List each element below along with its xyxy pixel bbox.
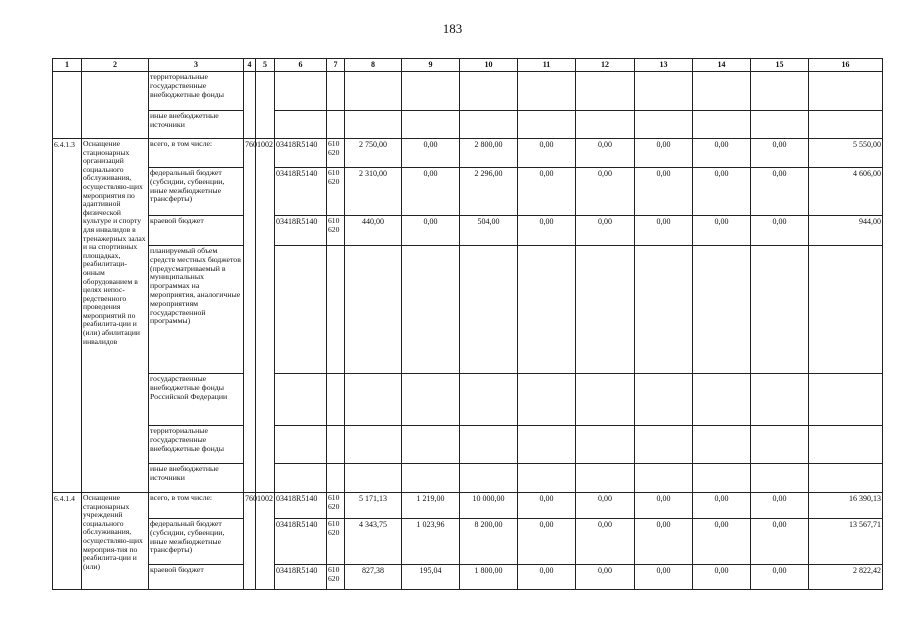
source-cell: иные внебюджетные источники	[149, 111, 244, 139]
value-cell: 0,00	[693, 139, 751, 168]
code-cell: 03418R5140	[275, 216, 327, 246]
value-cell: 8 200,00	[460, 519, 518, 565]
table-row	[53, 464, 883, 493]
header-cell: 13	[635, 59, 693, 72]
code-cell: 610 620	[327, 565, 345, 590]
value-cell: 0,00	[518, 493, 576, 519]
value-cell: 0,00	[635, 493, 693, 519]
value-cell: 2 310,00	[345, 168, 402, 216]
code-cell: 03418R5140	[275, 168, 327, 216]
value-cell: 0,00	[635, 519, 693, 565]
table-row	[53, 426, 883, 464]
budget-table	[52, 58, 883, 590]
value-cell: 16 390,13	[809, 493, 883, 519]
value-cell: 440,00	[345, 216, 402, 246]
code-cell: 03418R5140	[275, 139, 327, 168]
code-cell: 1002	[256, 139, 275, 493]
header-cell: 9	[402, 59, 460, 72]
code-cell: 610 620	[327, 139, 345, 168]
source-cell: всего, в том числе:	[149, 493, 244, 519]
header-cell: 3	[149, 59, 244, 72]
value-cell: 0,00	[576, 168, 635, 216]
value-cell: 1 800,00	[460, 565, 518, 590]
value-cell: 0,00	[693, 216, 751, 246]
value-cell: 0,00	[635, 565, 693, 590]
value-cell: 944,00	[809, 216, 883, 246]
source-cell: всего, в том числе:	[149, 139, 244, 168]
value-cell: 0,00	[576, 565, 635, 590]
header-cell: 10	[460, 59, 518, 72]
value-cell: 0,00	[518, 139, 576, 168]
value-cell: 0,00	[576, 216, 635, 246]
header-cell: 5	[256, 59, 275, 72]
source-cell: государственные внебюджетные фонды Российской Федерации	[149, 374, 244, 426]
value-cell: 827,38	[345, 565, 402, 590]
header-cell: 1	[53, 59, 82, 72]
source-cell: федеральный бюджет (субсидии, субвенции, иные межбюджетные трансферты)	[149, 168, 244, 216]
header-cell: 16	[809, 59, 883, 72]
source-cell: федеральный бюджет (субсидии, субвенции, иные межбюджетные трансферты)	[149, 519, 244, 565]
value-cell: 0,00	[751, 565, 809, 590]
header-cell: 4	[244, 59, 256, 72]
code-cell: 610 620	[327, 519, 345, 565]
value-cell: 0,00	[576, 139, 635, 168]
header-cell: 14	[693, 59, 751, 72]
table-row	[53, 168, 883, 216]
item-index: 6.4.1.4	[53, 493, 82, 590]
value-cell: 10 000,00	[460, 493, 518, 519]
value-cell: 1 219,00	[402, 493, 460, 519]
table-row	[53, 139, 883, 168]
table-row	[53, 111, 883, 139]
value-cell: 0,00	[693, 168, 751, 216]
value-cell: 0,00	[518, 168, 576, 216]
source-cell: территориальные государственные внебюджетные фонды	[149, 426, 244, 464]
value-cell: 0,00	[751, 493, 809, 519]
value-cell: 13 567,71	[809, 519, 883, 565]
header-cell: 11	[518, 59, 576, 72]
header-cell: 2	[82, 59, 149, 72]
page-number: 183	[442, 21, 463, 36]
code-cell: 03418R5140	[275, 519, 327, 565]
header-cell: 15	[751, 59, 809, 72]
code-cell: 760	[244, 139, 256, 493]
value-cell: 5 550,00	[809, 139, 883, 168]
value-cell: 0,00	[693, 519, 751, 565]
value-cell: 2 800,00	[460, 139, 518, 168]
value-cell: 2 822,42	[809, 565, 883, 590]
table-row	[53, 565, 883, 590]
table-row	[53, 374, 883, 426]
table-row	[53, 216, 883, 246]
header-cell: 6	[275, 59, 327, 72]
value-cell: 0,00	[576, 493, 635, 519]
code-cell: 610 620	[327, 168, 345, 216]
value-cell: 504,00	[460, 216, 518, 246]
value-cell: 0,00	[635, 216, 693, 246]
header-cell: 7	[327, 59, 345, 72]
value-cell: 0,00	[635, 139, 693, 168]
value-cell: 4 606,00	[809, 168, 883, 216]
code-cell: 1002	[256, 493, 275, 590]
value-cell: 2 296,00	[460, 168, 518, 216]
code-cell: 03418R5140	[275, 565, 327, 590]
item-description: Оснащение стационарных учреждений социального обслуживания, осуществляю-щих мероприя-тия по реабилита-ции и (или)	[82, 493, 149, 590]
source-cell: краевой бюджет	[149, 216, 244, 246]
item-index: 6.4.1.3	[53, 139, 82, 493]
value-cell: 4 343,75	[345, 519, 402, 565]
value-cell: 195,04	[402, 565, 460, 590]
value-cell: 0,00	[751, 519, 809, 565]
source-cell: планируемый объем средств местных бюджетов (предусматриваемый в муниципальных программах на мероприятия, аналогичные мероприятиям государственной программы)	[149, 246, 244, 374]
value-cell: 0,00	[402, 139, 460, 168]
value-cell: 0,00	[402, 168, 460, 216]
header-row	[53, 59, 883, 72]
value-cell: 0,00	[693, 565, 751, 590]
value-cell: 0,00	[635, 168, 693, 216]
value-cell: 0,00	[518, 519, 576, 565]
table-row	[53, 246, 883, 374]
code-cell: 610 620	[327, 493, 345, 519]
value-cell: 0,00	[518, 216, 576, 246]
value-cell: 0,00	[518, 565, 576, 590]
code-cell: 03418R5140	[275, 493, 327, 519]
code-cell: 610 620	[327, 216, 345, 246]
value-cell: 0,00	[751, 168, 809, 216]
header-cell: 12	[576, 59, 635, 72]
value-cell: 2 750,00	[345, 139, 402, 168]
header-cell: 8	[345, 59, 402, 72]
value-cell: 0,00	[751, 139, 809, 168]
value-cell: 0,00	[693, 493, 751, 519]
table-row	[53, 493, 883, 519]
value-cell: 0,00	[751, 216, 809, 246]
value-cell: 1 023,96	[402, 519, 460, 565]
value-cell: 0,00	[576, 519, 635, 565]
code-cell: 760	[244, 493, 256, 590]
table-row	[53, 72, 883, 111]
table-row	[53, 519, 883, 565]
value-cell: 5 171,13	[345, 493, 402, 519]
item-description: Оснащение стационарных организаций социального обслуживания, осуществляю-щих мероприятия по адаптивной физической культуре и спорту для инвалидов в тренажерных залах и на спортивных площадках, реабилитаци-онным оборудованием в целях непос-редственного проведения мероприятий по реабилита-ции и (или) абилитации инвалидов	[82, 139, 149, 493]
source-cell: иные внебюджетные источники	[149, 464, 244, 493]
source-cell: территориальные государственные внебюджетные фонды	[149, 72, 244, 111]
source-cell: краевой бюджет	[149, 565, 244, 590]
value-cell: 0,00	[402, 216, 460, 246]
